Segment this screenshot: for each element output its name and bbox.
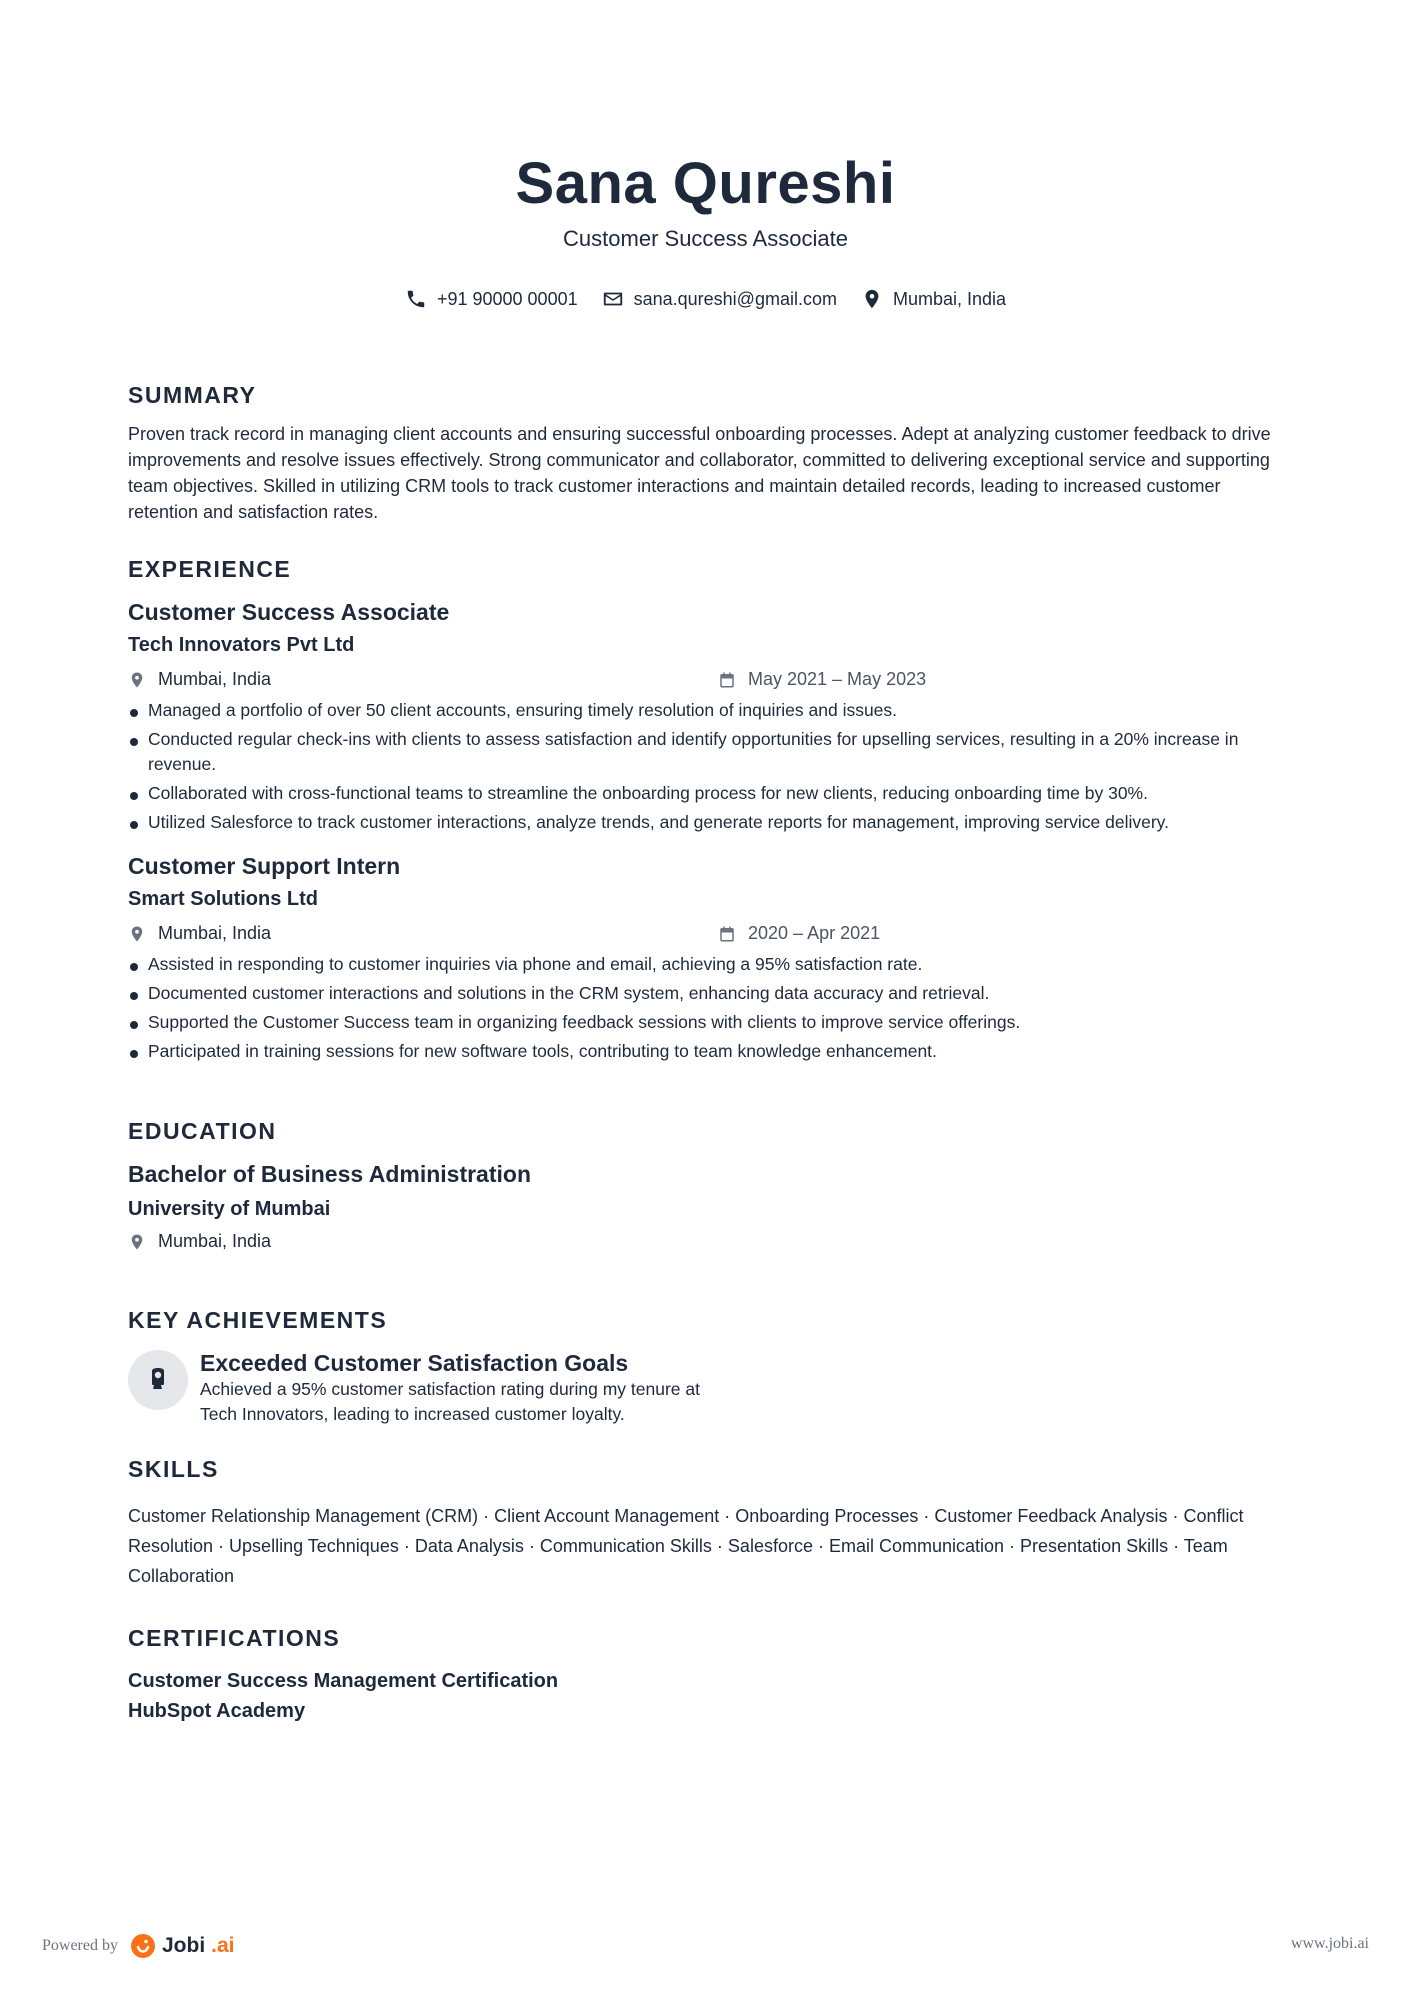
certifications-section xyxy=(128,1625,1288,1726)
location-pin-icon xyxy=(128,925,146,943)
education-section xyxy=(128,1118,1288,1252)
summary-section xyxy=(128,382,1288,525)
job-company: Tech Innovators Pvt Ltd xyxy=(128,634,355,656)
job-location: Mumbai, India xyxy=(158,669,272,689)
powered-by-label: Powered by xyxy=(42,1937,118,1954)
location-pin-icon xyxy=(128,671,146,689)
job-bullet: Collaborated with cross-functional teams to streamline the onboarding process for new clients, reducing onboarding time by 30%. xyxy=(128,781,1288,806)
location-pin-icon xyxy=(128,1233,146,1251)
footer-powered-by xyxy=(42,1933,235,1959)
job-dates: 2020 – Apr 2021 xyxy=(748,923,881,943)
job-location: Mumbai, India xyxy=(158,923,272,943)
summary-text: Proven track record in managing client accounts and ensuring successful onboarding processes. Adept at analyzing customer feedback to drive improvements and resolve issues effectively. Strong communicator and collaborator, committed to delivering exceptional service and supporting team objectives. Skilled in utilizing CRM tools to track customer interactions and maintain detailed records, leading to increased customer retention and satisfaction rates. xyxy=(128,424,1271,522)
jobi-logo[interactable] xyxy=(130,1933,235,1959)
location-text: Mumbai, India xyxy=(892,288,1007,309)
job-dates: May 2021 – May 2023 xyxy=(748,669,927,689)
contact-row xyxy=(0,288,1411,310)
section-title-achievements: KEY ACHIEVEMENTS xyxy=(128,1307,388,1333)
education-meta xyxy=(128,1231,1288,1252)
mail-icon xyxy=(602,288,624,310)
job-bullets xyxy=(128,952,1288,1064)
job-bullet: Utilized Salesforce to track customer interactions, analyze trends, and generate reports for management, improving service delivery. xyxy=(128,810,1288,835)
skills-text: Customer Relationship Management (CRM) · Client Account Management · Onboarding Processes · Customer Feedback Analysis · Conflict Resolution · Upselling Techniques · Data Analysis · Communication Skills · Salesforce · Email Communication · Presentation Skills · Team Collaboration xyxy=(128,1506,1244,1586)
location-pin-icon xyxy=(861,288,883,310)
job-title: Customer Support Intern xyxy=(128,853,401,879)
achievement-item xyxy=(128,1350,1288,1427)
contact-location xyxy=(861,288,1006,310)
phone-icon xyxy=(405,288,427,310)
email-text: sana.qureshi@gmail.com xyxy=(633,288,837,309)
skills-section xyxy=(128,1456,1288,1591)
education-location: Mumbai, India xyxy=(158,1231,272,1251)
job-meta xyxy=(128,669,1288,690)
brand-suffix: .ai xyxy=(211,1934,235,1957)
jobi-logo-icon xyxy=(130,1933,156,1959)
experience-section xyxy=(128,556,1288,1068)
job-bullet: Managed a portfolio of over 50 client accounts, ensuring timely resolution of inquiries and issues. xyxy=(128,698,1288,723)
job-bullet: Conducted regular check-ins with clients to assess satisfaction and identify opportunities for upselling services, resulting in a 20% increase in revenue. xyxy=(128,727,1288,777)
education-degree: Bachelor of Business Administration xyxy=(128,1161,531,1187)
trophy-icon xyxy=(128,1350,188,1410)
job-title: Customer Success Associate xyxy=(128,599,450,625)
certification-name: Customer Success Management Certification xyxy=(128,1670,559,1692)
job-bullets xyxy=(128,698,1288,835)
section-title-skills: SKILLS xyxy=(128,1456,219,1482)
section-title-certifications: CERTIFICATIONS xyxy=(128,1625,341,1651)
job-entry xyxy=(128,599,1288,835)
calendar-icon xyxy=(718,925,736,943)
contact-phone xyxy=(405,288,578,310)
phone-text: +91 90000 00001 xyxy=(436,288,578,309)
job-bullet: Documented customer interactions and solutions in the CRM system, enhancing data accuracy and retrieval. xyxy=(128,981,1288,1006)
job-meta xyxy=(128,923,1288,944)
certification-issuer: HubSpot Academy xyxy=(128,1700,306,1722)
section-title-experience: EXPERIENCE xyxy=(128,556,292,582)
brand-main: Jobi xyxy=(161,1934,206,1957)
job-entry xyxy=(128,853,1288,1064)
achievements-section xyxy=(128,1307,1288,1427)
candidate-name: Sana Qureshi xyxy=(515,151,896,216)
job-bullet: Participated in training sessions for new software tools, contributing to team knowledge enhancement. xyxy=(128,1039,1288,1064)
section-title-education: EDUCATION xyxy=(128,1118,277,1144)
section-title-summary: SUMMARY xyxy=(128,382,257,408)
achievement-description: Achieved a 95% customer satisfaction rating during my tenure at Tech Innovators, leading to increased customer loyalty. xyxy=(200,1379,700,1424)
education-school: University of Mumbai xyxy=(128,1198,331,1220)
achievement-title: Exceeded Customer Satisfaction Goals xyxy=(200,1350,629,1376)
job-bullet: Assisted in responding to customer inquiries via phone and email, achieving a 95% satisfaction rate. xyxy=(128,952,1288,977)
contact-email xyxy=(602,288,837,310)
candidate-role: Customer Success Associate xyxy=(563,226,848,251)
job-company: Smart Solutions Ltd xyxy=(128,888,318,910)
footer-url[interactable]: www.jobi.ai xyxy=(1290,1935,1369,1952)
calendar-icon xyxy=(718,671,736,689)
job-bullet: Supported the Customer Success team in organizing feedback sessions with clients to improve service offerings. xyxy=(128,1010,1288,1035)
